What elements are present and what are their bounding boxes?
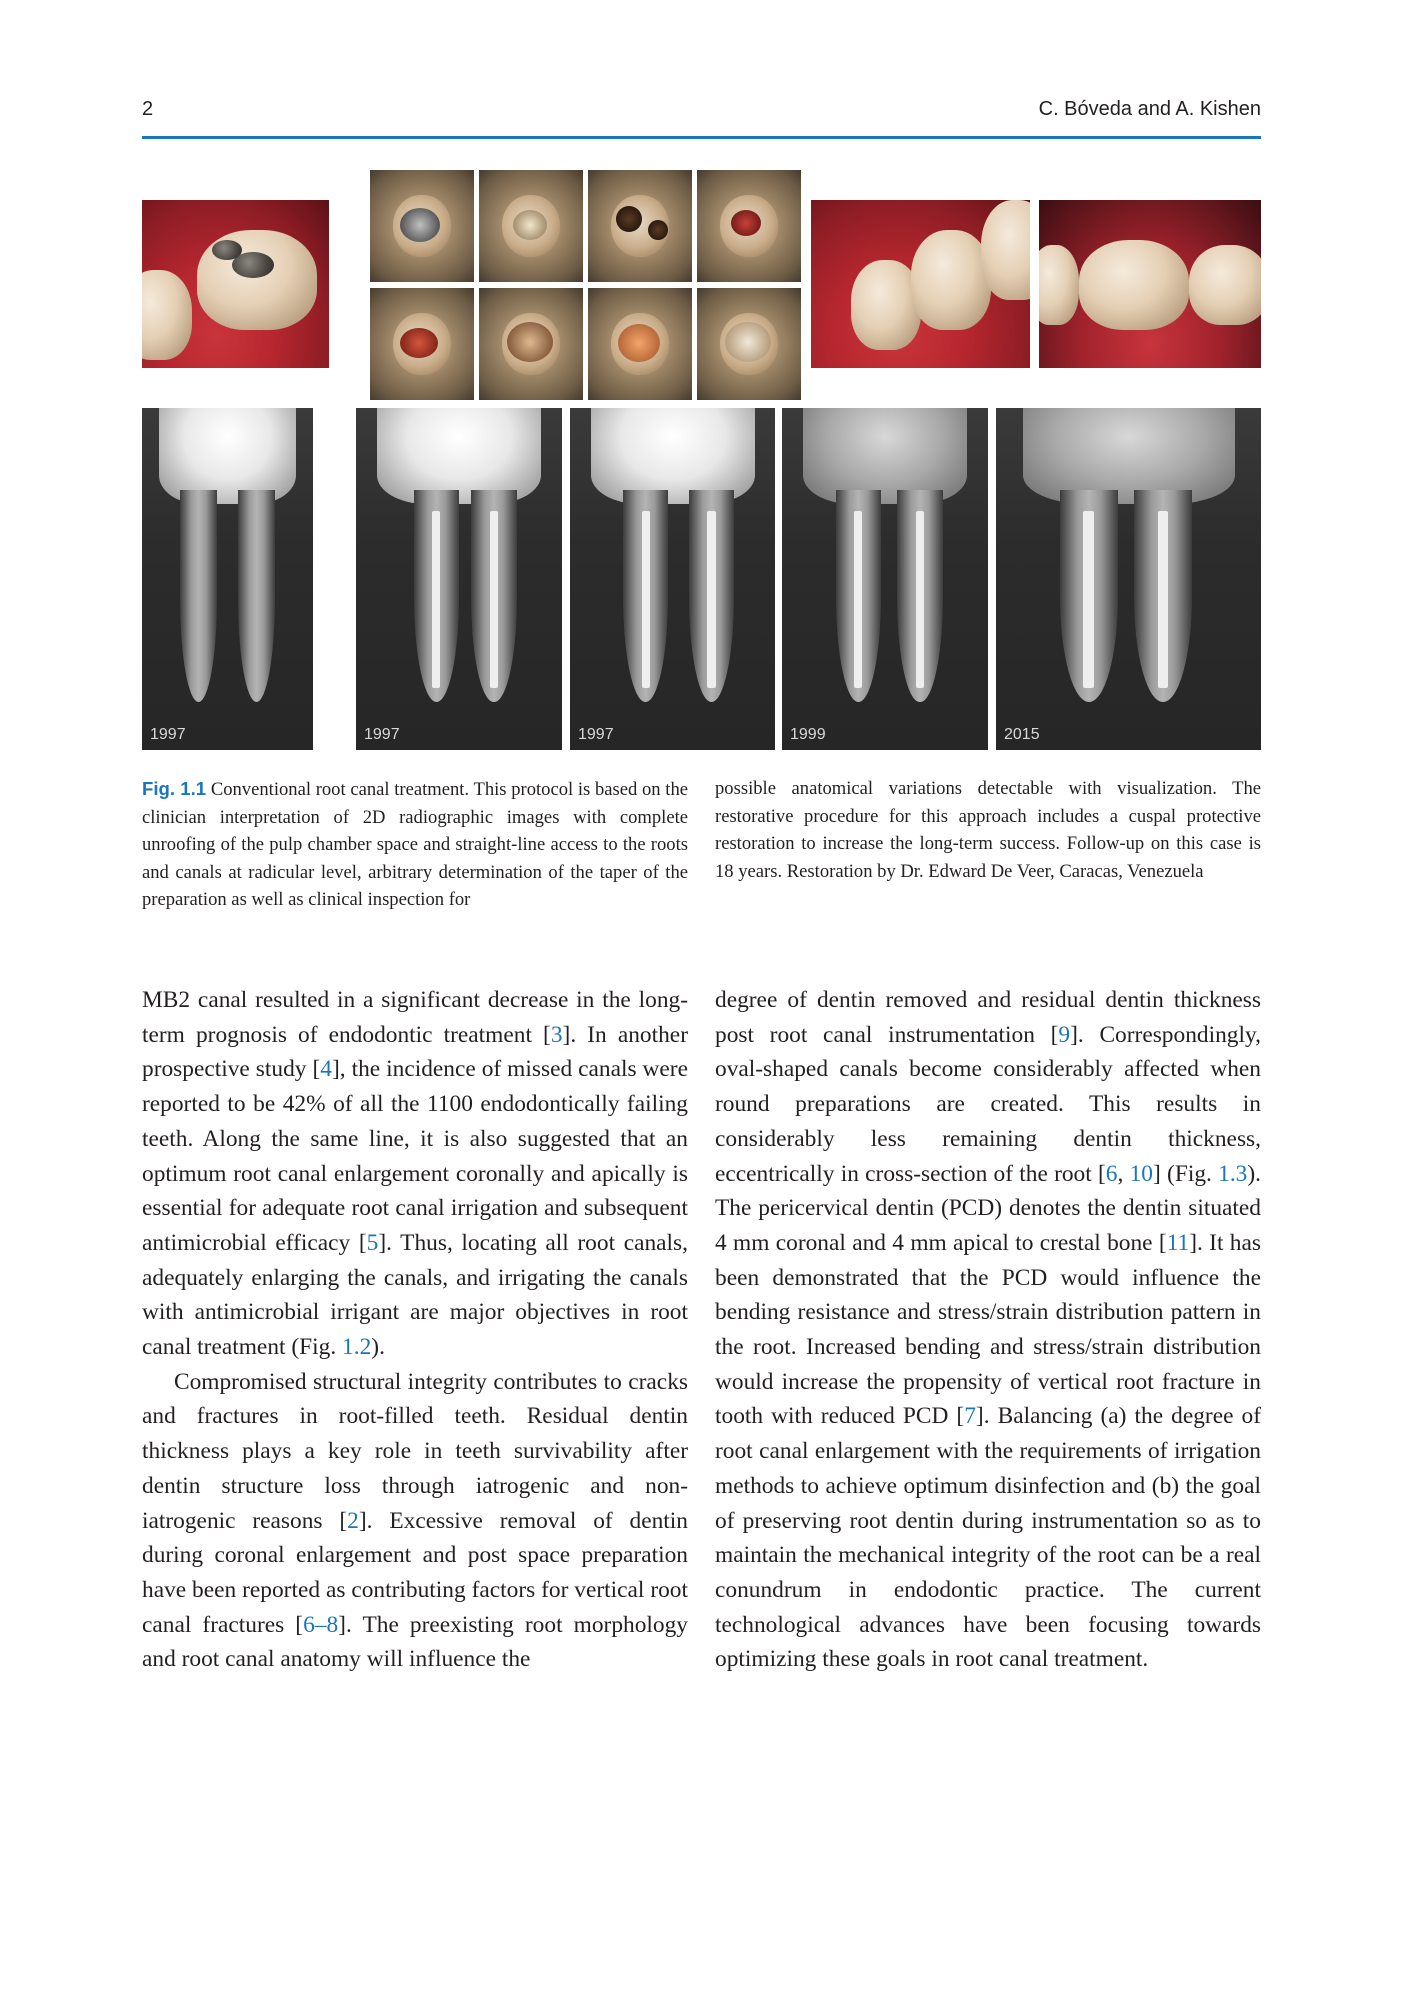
radiograph-panel bbox=[996, 408, 1261, 750]
photo-occlusal-step bbox=[697, 170, 801, 282]
citation-link[interactable]: 4 bbox=[320, 1056, 332, 1083]
radiograph-crown bbox=[1023, 408, 1235, 504]
photo-occlusal-step bbox=[479, 288, 583, 400]
photo-occlusal-step bbox=[588, 288, 692, 400]
citation-link[interactable]: 11 bbox=[1166, 1229, 1190, 1256]
paragraph: Compromised structural integrity contributes to cracks and fractures in root-filled teeth. Residual dentin thickness plays a key role in teeth survivability after dentin structure loss through iatrogenic and non-iatrogenic reasons [2]. Excessive removal of dentin during coronal enlargement and post space preparation have been reported as contributing factors for vertical root canal fractures [6–8]. The preexisting root morphology and root canal anatomy will influence the bbox=[142, 1368, 688, 1673]
paragraph: degree of dentin removed and residual dentin thickness post root canal instrumentation [9]. Correspondingly, oval-shaped canals become considerably affected when round preparations are created. This results in considerably less remaining dentin thickness, eccentrically in cross-section of the root [6, 10] (Fig. 1.3). The pericervical dentin (PCD) denotes the dentin situated 4 mm coronal and 4 mm apical to crestal bone [11]. It has been demonstrated that the PCD would influence the bending resistance and stress/strain distribution pattern in the root. Increased bending and stress/strain distribution would increase the propensity of vertical root fracture in tooth with reduced PCD [7]. Balancing (a) the degree of root canal enlargement with the requirements of irrigation methods to achieve optimum disinfection and (b) the goal of preserving root dentin during instrumentation so as to maintain the mechanical integrity of the root can be a real conundrum in endodontic practice. The current technological advances have been focusing towards optimizing these goals in root canal treatment. bbox=[715, 987, 1262, 1673]
page-number: 2 bbox=[142, 98, 154, 120]
photo-occlusal-step bbox=[697, 288, 801, 400]
citation-link[interactable]: 9 bbox=[1058, 1021, 1071, 1048]
photo-postop-side bbox=[811, 200, 1030, 368]
photo-tooth-shape bbox=[1079, 240, 1189, 330]
radiograph-year: 2015 bbox=[1004, 726, 1040, 743]
photo-tooth-shape bbox=[1039, 245, 1079, 325]
radiograph-canal-filling bbox=[432, 511, 440, 689]
body-column-left bbox=[142, 983, 688, 1677]
photo-tooth-shape bbox=[142, 270, 192, 360]
body-column-right bbox=[715, 983, 1261, 1677]
radiograph-canal-filling bbox=[707, 511, 715, 689]
radiograph-year: 1999 bbox=[790, 726, 826, 743]
photo-occlusal-step bbox=[479, 170, 583, 282]
citation-link[interactable]: 3 bbox=[550, 1021, 563, 1048]
radiograph-canal-filling bbox=[1083, 511, 1094, 689]
radiograph-year: 1997 bbox=[150, 726, 186, 743]
citation-link[interactable]: 10 bbox=[1129, 1160, 1153, 1187]
radiograph-canal-filling bbox=[854, 511, 862, 689]
radiograph-canal-filling bbox=[642, 511, 650, 689]
photo-tooth-shape bbox=[1189, 245, 1261, 325]
paragraph: MB2 canal resulted in a significant decrease in the long-term prognosis of endodontic treatment [3]. In another prospective study [4], the incidence of missed canals were reported to be 42% of all the 1100 endodontically failing teeth. Along the same line, it is also suggested that an optimum root canal enlargement coronally and apically is essential for adequate root canal irrigation and subsequent antimicrobial efficacy [5]. Thus, locating all root canals, adequately enlarging the canals, and irrigating the canals with antimicrobial irrigant are major objectives in root canal treatment (Fig. 1.2). bbox=[142, 987, 688, 1361]
photo-final-restoration bbox=[1039, 200, 1261, 368]
citation-link[interactable]: 7 bbox=[964, 1403, 976, 1430]
radiograph-canal-filling bbox=[490, 511, 498, 689]
radiograph-year: 1997 bbox=[364, 726, 400, 743]
citation-link[interactable]: 2 bbox=[347, 1507, 359, 1534]
caption-text-right: possible anatomical variations detectable with visualization. The restorative procedure for this approach includes a cuspal protective restoration to increase the long-term success. Follow-up on this case is 18 years. Restoration by Dr. Edward De Veer, Caracas, Venezuela bbox=[715, 778, 1261, 882]
photo-occlusal-step bbox=[370, 288, 474, 400]
running-authors: C. Bóveda and A. Kishen bbox=[1038, 98, 1261, 120]
radiograph-canal-filling bbox=[916, 511, 924, 689]
photo-amalgam-filling bbox=[212, 240, 242, 260]
caption-text-left: Conventional root canal treatment. This protocol is based on the clinician interpretation of 2D radiographic images with complete unroofing of the pulp chamber space and straight-line access to the roots and canals at radicular level, arbitrary determination of the taper of the preparation as well as clinical inspection for bbox=[142, 779, 688, 911]
radiograph-panel bbox=[356, 408, 562, 750]
citation-link[interactable]: 6–8 bbox=[303, 1611, 339, 1638]
citation-link[interactable]: 6 bbox=[1105, 1160, 1118, 1187]
radiograph-canal-filling bbox=[1158, 511, 1169, 689]
radiograph-root bbox=[180, 490, 218, 702]
citation-link[interactable]: 5 bbox=[366, 1229, 379, 1256]
radiograph-panel bbox=[142, 408, 313, 750]
radiograph-panel bbox=[782, 408, 988, 750]
figure-caption-left bbox=[142, 775, 688, 914]
photo-preop-tooth bbox=[142, 200, 329, 368]
figure-link[interactable]: 1.2 bbox=[342, 1334, 372, 1361]
figure-caption-right bbox=[715, 775, 1261, 885]
photo-tooth-shape bbox=[911, 230, 991, 330]
figure-label: Fig. 1.1 bbox=[142, 778, 207, 799]
photo-tooth-shape bbox=[981, 200, 1030, 300]
running-header bbox=[142, 96, 1261, 139]
radiograph-panel bbox=[570, 408, 775, 750]
figure-link[interactable]: 1.3 bbox=[1218, 1160, 1248, 1187]
photo-occlusal-step bbox=[370, 170, 474, 282]
radiograph-root bbox=[238, 490, 276, 702]
radiograph-year: 1997 bbox=[578, 726, 614, 743]
photo-occlusal-step bbox=[588, 170, 692, 282]
